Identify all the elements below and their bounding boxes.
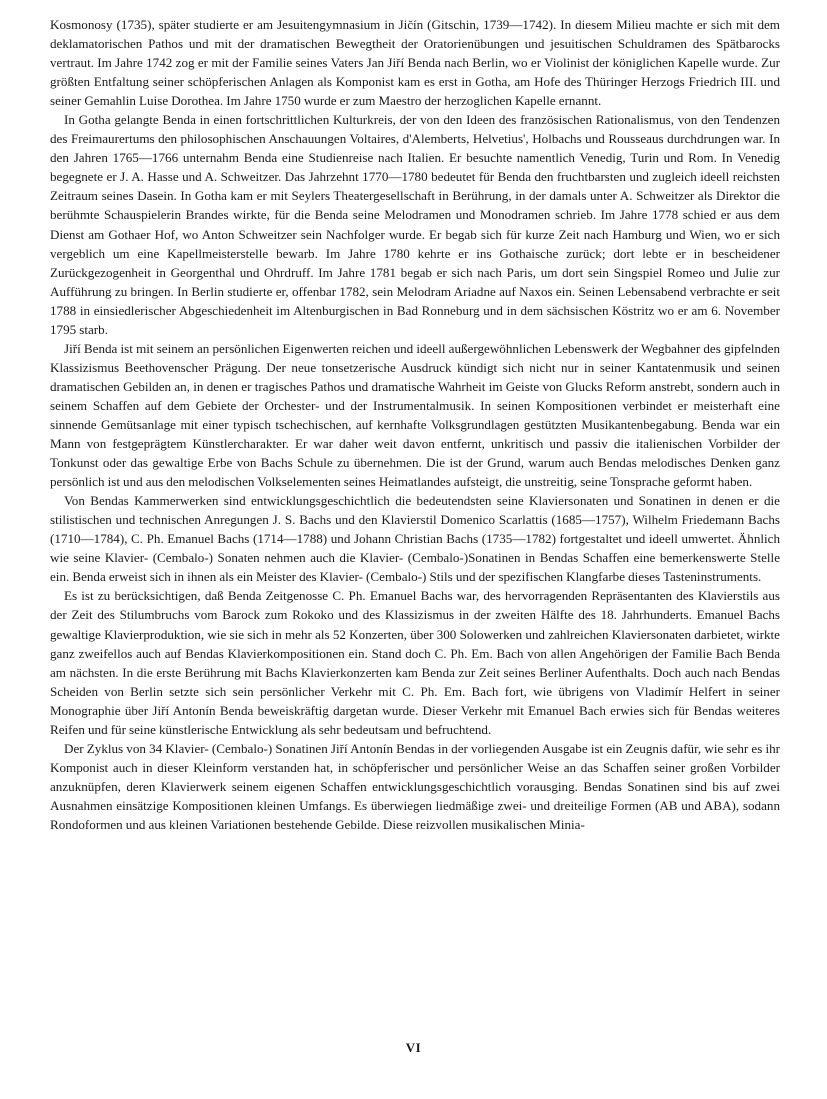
paragraph-2: In Gotha gelangte Benda in einen fortschrittlichen Kulturkreis, der von den Ideen des französischen Rationalismus, von den Tendenzen des Freimaurertums den philosophischen Anschauungen Voltaires, d'Alemberts, Helvetius', Holbachs und Rousseaus durchdrungen war. In den Jahren 1765—1766 unternahm Benda eine Studienreise nach Italien. Er besuchte namentlich Venedig, Turin und Rom. In Venedig begegnete er J. A. Hasse und A. Schweitzer. Das Jahrzehnt 1770—1780 bedeutet für Benda den fruchtbarsten und zugleich ideell reichsten Zeitraum seines Dasein. In Gotha kam er mit Seylers Theatergesellschaft in Berührung, in der damals unter A. Schweitzer als Direktor die berühmte Schauspielerin Brandes wirkte, für die Benda seine Melodramen und Monodramen schrieb. Im Jahre 1778 schied er aus dem Dienst am Gothaer Hof, wo Anton Schweitzer sein Nachfolger wurde. Er begab sich für kurze Zeit nach Hamburg und Wien, wo er sich vergeblich um eine Kapellmeisterstelle bewarb. Im Jahre 1780 kehrte er ins Gothaische zurück; dort lebte er in bescheidener Zurückgezogenheit in Georgenthal und Ohrdruff. Im Jahre 1781 begab er sich nach Paris, um dort sein Singspiel Romeo und Julie zur Aufführung zu bringen. In Berlin studierte er, offenbar 1782, sein Melodram Ariadne auf Naxos ein. Seinen Lebensabend verbrachte er seit 1788 in einsiedlerischer Abgeschiedenheit im Altenburgischen in Bad Ronneburg und in dem sächsischen Köstritz wo er am 6. November 1795 starb. [50, 112, 780, 337]
page-number: VI [405, 1040, 422, 1055]
paragraph-1: Kosmonosy (1735), später studierte er am Jesuitengymnasium in Jičín (Gitschin, 1739—1742). In diesem Milieu machte er sich mit dem deklamatorischen Pathos und mit der dramatischen Bewegtheit der Oratorienübungen und jesuitischen Schuldramen des Spätbarocks vertraut. Im Jahre 1742 zog er mit der Familie seines Vaters Jan Jiří Benda nach Berlin, wo er Violinist der königlichen Kapelle wurde. Zur größten Entfaltung seiner schöpferischen Anlagen als Komponist kam es erst in Gotha, am Hofe des Thüringer Herzogs Friedrich III. und seiner Gemahlin Luise Dorothea. Im Jahre 1750 wurde er zum Maestro der herzoglichen Kapelle ernannt. [50, 17, 780, 109]
paragraph-5: Es ist zu berücksichtigen, daß Benda Zeitgenosse C. Ph. Emanuel Bachs war, des hervorragenden Repräsentanten des Klavierstils aus der Zeit des Stilumbruchs vom Barock zum Rokoko und des Klassizismus in der zweiten Hälfte des 18. Jahrhunderts. Emanuel Bachs gewaltige Klavierproduktion, wie sie sich in mehr als 52 Konzerten, über 300 Solowerken und zahlreichen Klaviersonaten darbietet, wirkte ganz zweifellos auch auf Bendas Klavierkompositionen ein. Stand doch C. Ph. Em. Bach von allen Angehörigen der Familie Bach Benda am nächsten. In die erste Berührung mit Bachs Klavierkonzerten kam Benda zur Zeit seines Berliner Aufenthalts. Doch auch nach Bendas Scheiden von Berlin setzte sich sein persönlicher Verkehr mit C. Ph. Em. Bach fort, wie übrigens von Vladimír Helfert in seiner Monographie über Jiří Antonín Benda beweiskräftig dargetan wurde. Dieser Verkehr mit Emanuel Bach erwies sich für Bendas weiteres Reifen und für seine künstlerische Entwicklung als sehr bedeutsam und befruchtend. [50, 588, 780, 737]
paragraph-3: Jiří Benda ist mit seinem an persönlichen Eigenwerten reichen und ideell außergewöhnlichen Lebenswerk der Wegbahner des gipfelnden Klassizismus Beethovenscher Prägung. Der neue tonsetzerische Ausdruck kündigt sich nicht nur in seiner Kantatenmusik und seinen dramatischen Gebilden an, in denen er tragisches Pathos und dramatische Wahrheit im Geiste von Glucks Reform anstrebt, sondern auch in seinem Schaffen auf dem Gebiete der Orchester- und der Instrumentalmusik. In seinen Kompositionen verbindet er meisterhaft eine sinnende Gemütsanlage mit einer typisch tschechischen, auf kernhafte Volksgrundlagen gestützten Musikantenbegabung. Benda war ein Mann von festgeprägtem Künstlercharakter. Er war daher weit davon entfernt, unkritisch und passiv die italienischen Vorbilder der Tonkunst oder das gewaltige Erbe von Bachs Schule zu übernehmen. Die ist der Grund, warum auch Bendas melodisches Denken ganz persönlich ist und aus den melodischen Volkselementen seines Heimatlandes aufsteigt, die unstreitig, seine Tonsprache geformt haben. [50, 340, 780, 490]
paragraph-6: Der Zyklus von 34 Klavier- (Cembalo-) Sonatinen Jiří Antonín Bendas in der vorliegenden Ausgabe ist ein Zeugnis dafür, wie sehr es ihr Komponist auch in dieser Kleinform verstanden hat, in schöpferischer und persönlicher Weise an das Schaffen seiner großen Vorbilder anzuknüpfen, deren Klavierwerk seinem eigenen Schaffen entwicklungsgeschichtlich vorausging. Bendas Sonatinen sind bis auf zwei Ausnahmen einsätzige Kompositionen kleinen Umfangs. Es überwiegen liedmäßige zwei- und dreiteilige Formen (AB und ABA), sodann Rondoformen und aus kleinen Variationen bestehende Gebilde. Diese reizvollen musikalischen Minia- [50, 740, 780, 832]
paragraph-4: Von Bendas Kammerwerken sind entwicklungsgeschichtlich die bedeutendsten seine Klaviersonaten und Sonatinen in denen er die stilistischen und technischen Anregungen J. S. Bachs und den Klavierstil Domenico Scarlattis (1685—1757), Wilhelm Friedemann Bachs (1710—1784), C. Ph. Emanuel Bachs (1714—1788) und Johann Christian Bachs (1735—1782) fortgestaltet und ideell umwertet. Ähnlich wie seine Klavier- (Cembalo-) Sonaten nehmen auch die Klavier- (Cembalo-)Sonatinen in Bendas Schaffen eine bemerkenswerte Stelle ein. Benda erweist sich in ihnen als ein Meister des Klavier- (Cembalo-) Stils und der spezifischen Klangfarbe dieses Tasteninstruments. [50, 493, 780, 585]
body-text [50, 15, 780, 834]
